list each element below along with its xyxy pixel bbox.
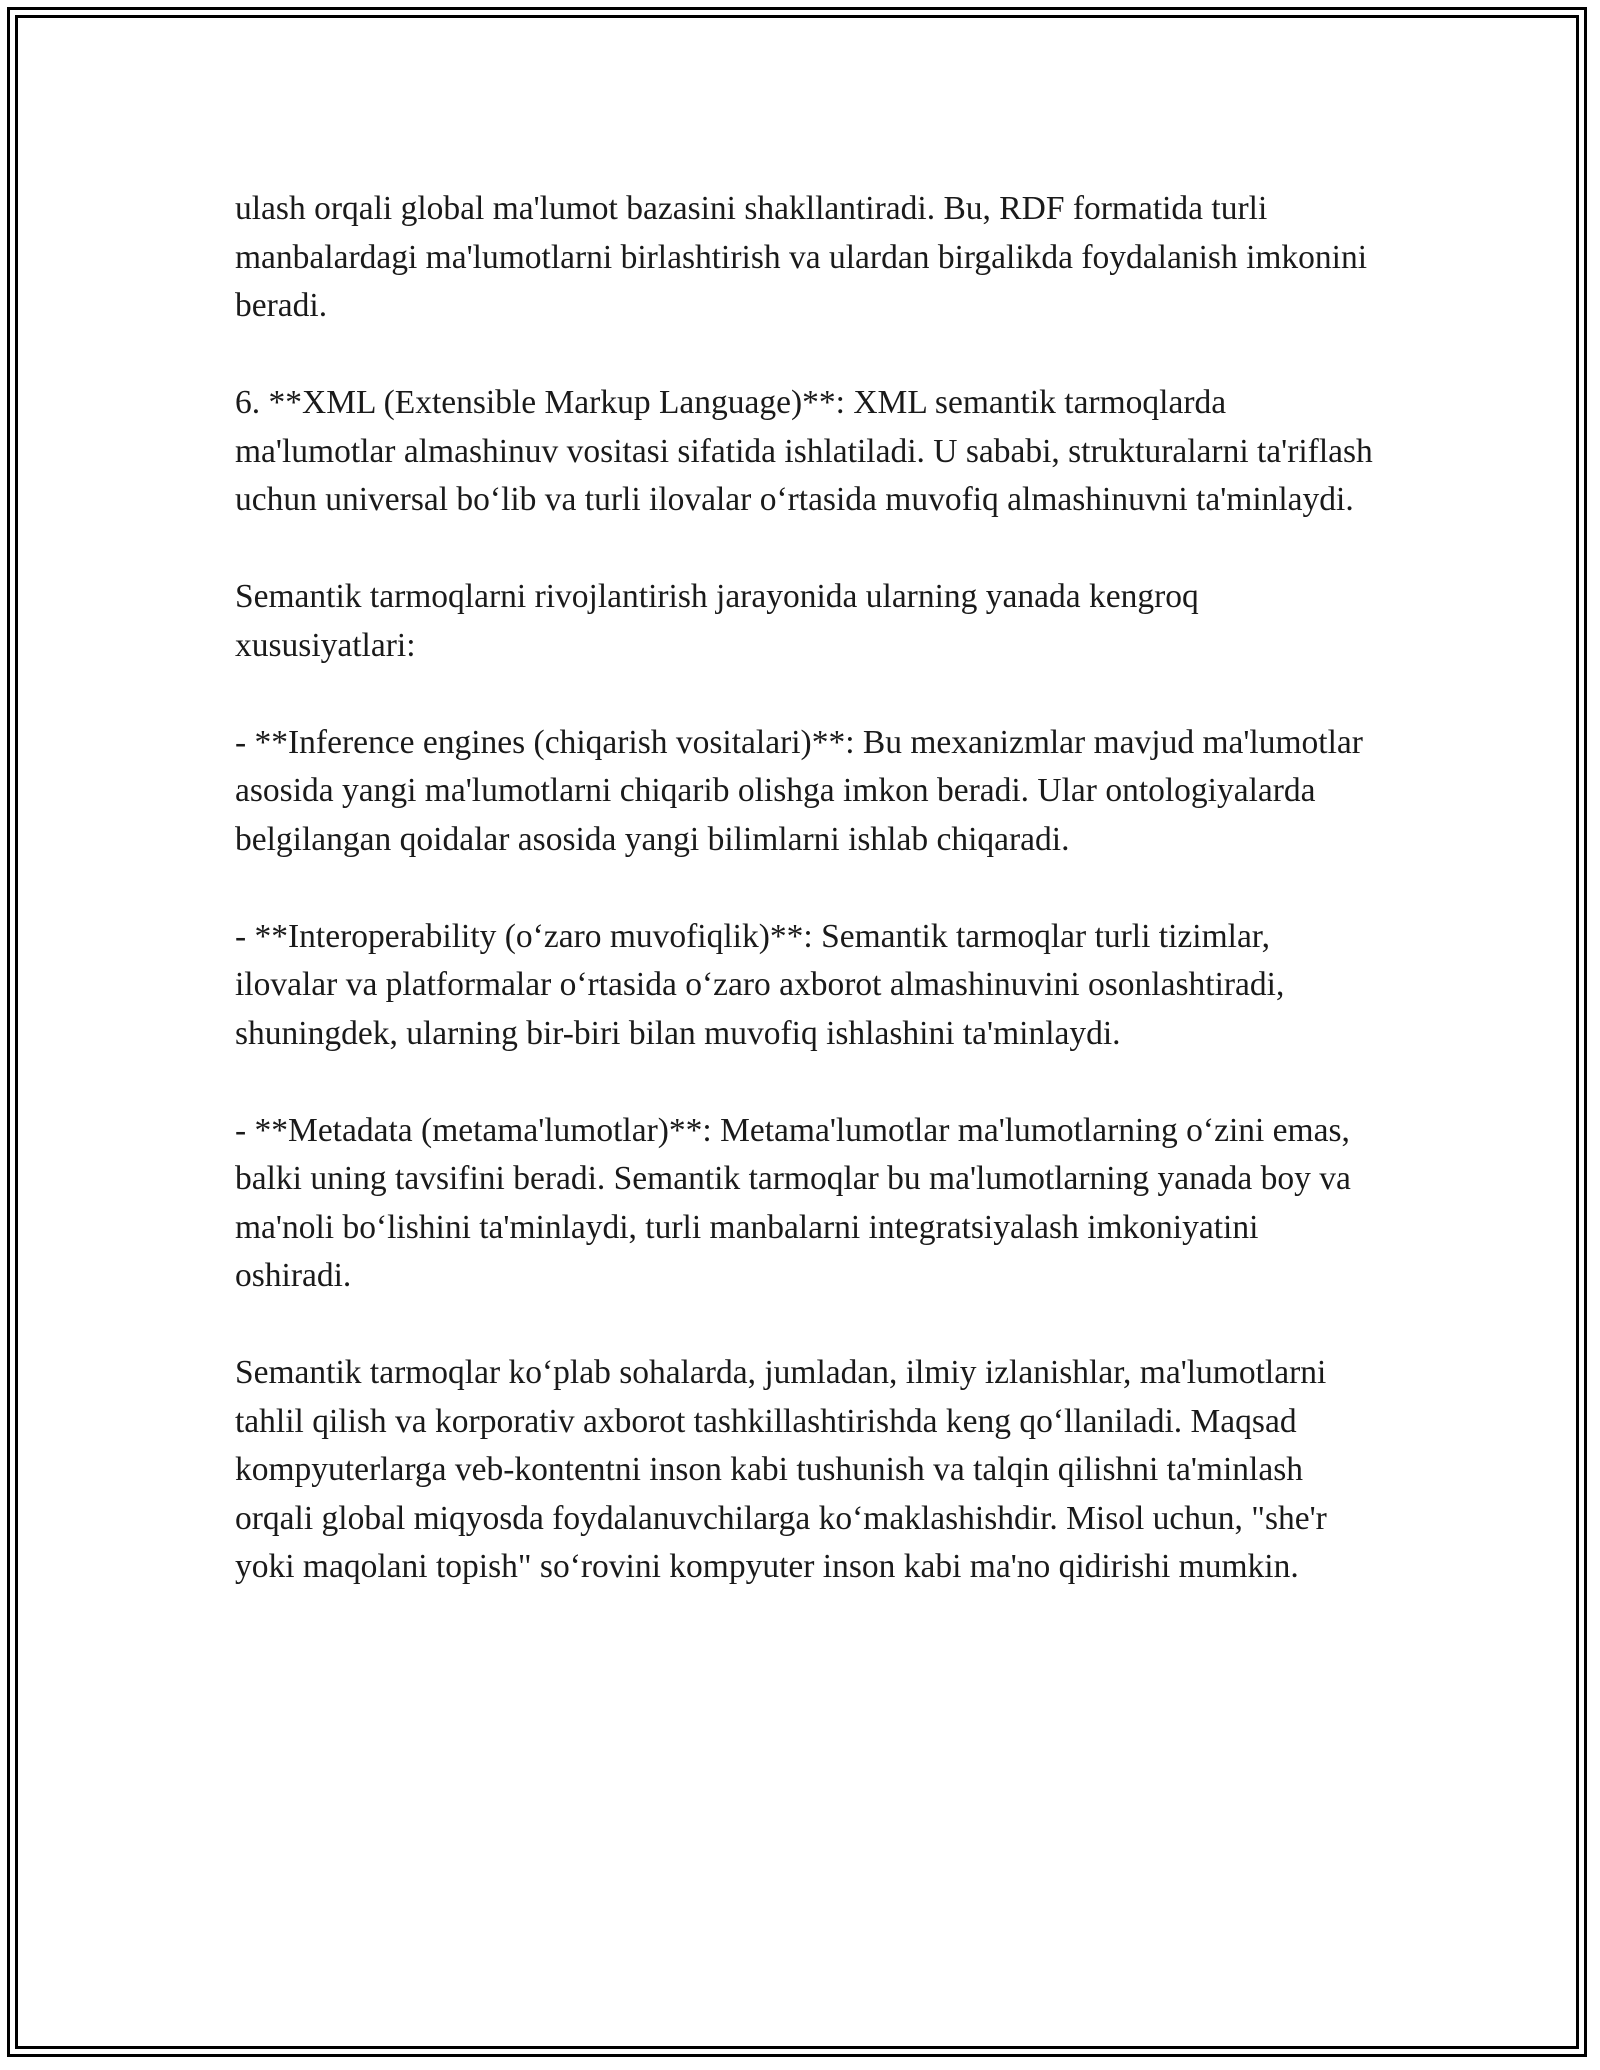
paragraph-interoperability: - **Interoperability (o‘zaro muvofiqlik)**: Semantik tarmoqlar turli tizimlar, ilovalar va platformalar o‘rtasida o‘zaro axborot almashinuvini osonlashtiradi, shuningdek, ularning bir-biri bilan muvofiq ishlashini ta'minlaydi. bbox=[235, 917, 1285, 1052]
document-body bbox=[235, 185, 1375, 1592]
paragraph-inference-engines: - **Inference engines (chiqarish vositalari)**: Bu mexanizmlar mavjud ma'lumotlar asosida yangi ma'lumotlarni chiqarib olishga imkon beradi. Ular ontologiyalarda belgilangan qoidalar asosida yangi bilimlarni ishlab chiqaradi. bbox=[235, 723, 1363, 858]
paragraph-rdf-continuation: ulash orqali global ma'lumot bazasini shakllantiradi. Bu, RDF formatida turli manbalardagi ma'lumotlarni birlashtirish va ulardan birgalikda foydalanish imkonini beradi. bbox=[235, 190, 1368, 324]
paragraph-applications: Semantik tarmoqlar ko‘plab sohalarda, jumladan, ilmiy izlanishlar, ma'lumotlarni tahlil qilish va korporativ axborot tashkillashtirishda keng qo‘llaniladi. Maqsad kompyuterlarga veb-kontentni inson kabi tushunish va talqin qilishni ta'minlash orqali global miqyosda foydalanuvchilarga ko‘maklashishdir. Misol uchun, "she'r yoki maqolani topish" so‘rovini kompyuter inson kabi ma'no qidirishi mumkin. bbox=[235, 1354, 1327, 1585]
paragraph-metadata: - **Metadata (metama'lumotlar)**: Metama'lumotlar ma'lumotlarning o‘zini emas, balki uning tavsifini beradi. Semantik tarmoqlar bu ma'lumotlarning yanada boy va ma'noli bo‘lishini ta'minlaydi, turli manbalarni integratsiyalash imkoniyatini oshiradi. bbox=[235, 1111, 1351, 1294]
paragraph-features-intro: Semantik tarmoqlarni rivojlantirish jarayonida ularning yanada kengroq xususiyatlari: bbox=[235, 578, 1199, 664]
paragraph-xml: 6. **XML (Extensible Markup Language)**: XML semantik tarmoqlarda ma'lumotlar almashinuv vositasi sifatida ishlatiladi. U sababi, strukturalarni ta'riflash uchun universal bo‘lib va turli ilovalar o‘rtasida muvofiq almashinuvni ta'minlaydi. bbox=[235, 384, 1373, 518]
